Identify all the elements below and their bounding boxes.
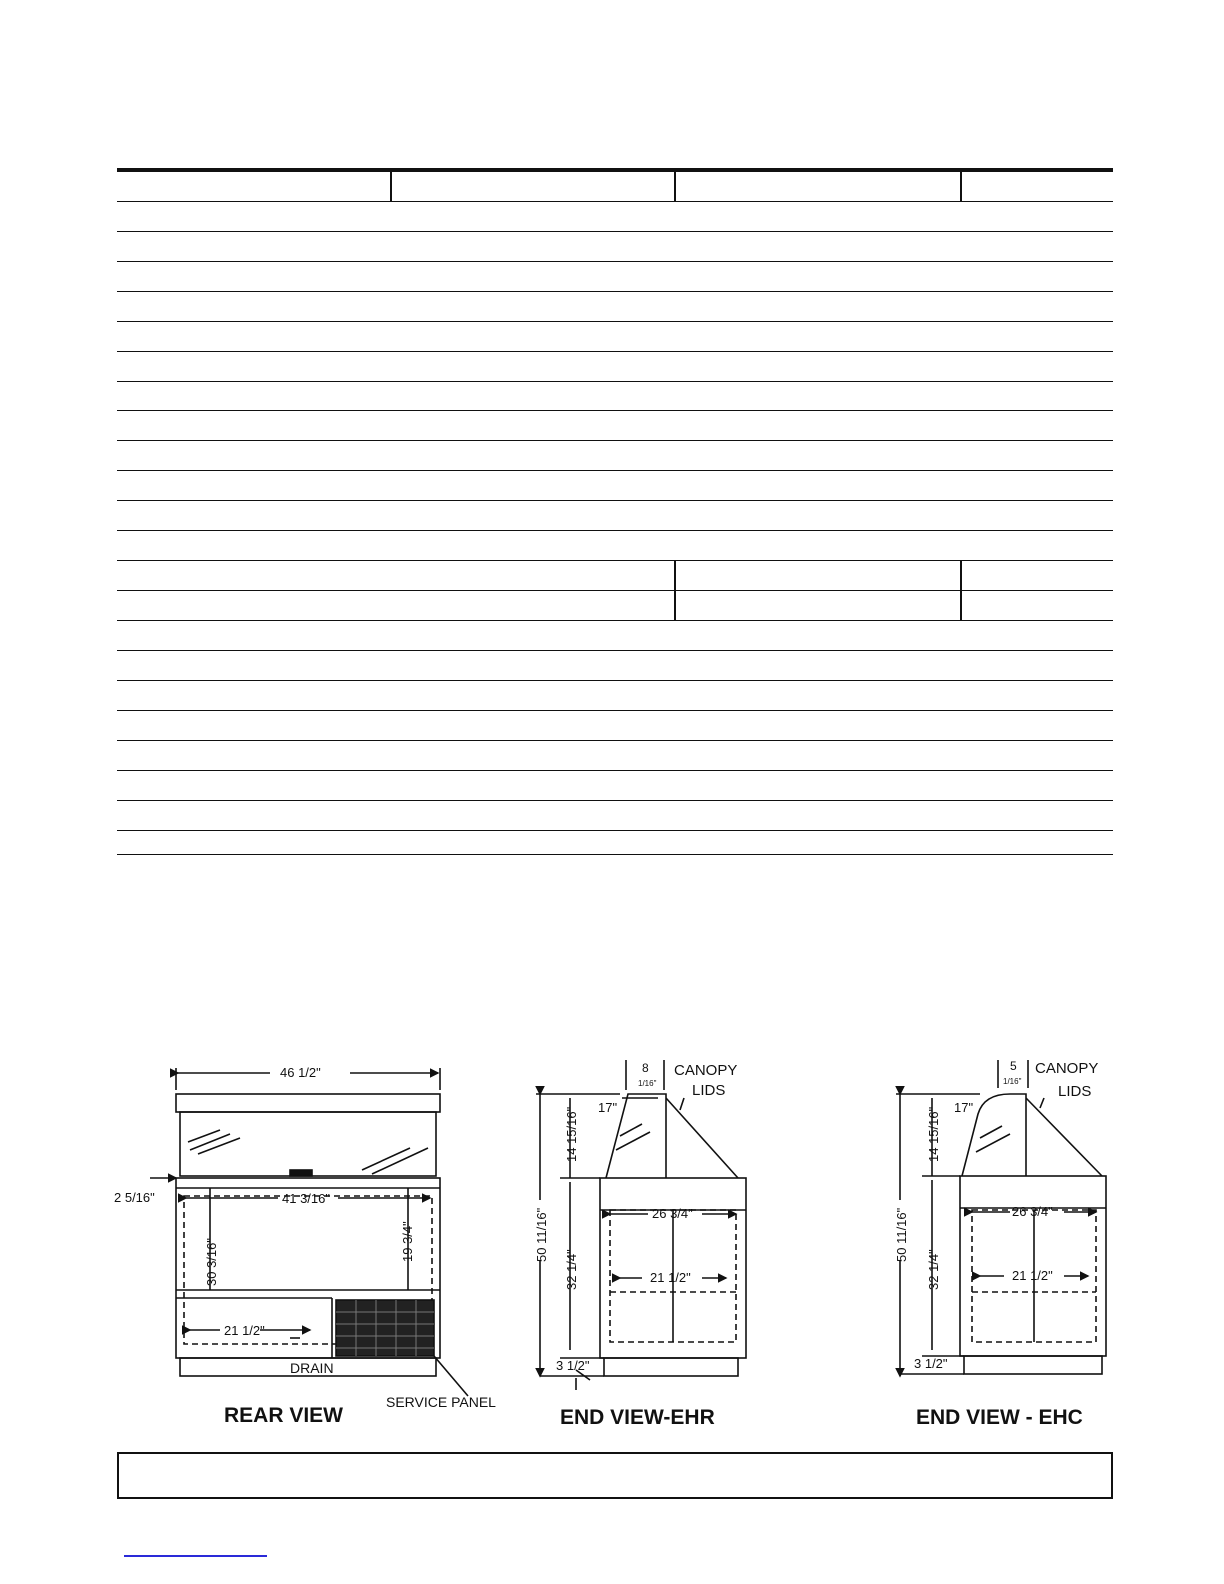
ehc-cabinet-height-label: 32 1/4" bbox=[926, 1249, 941, 1290]
ehr-angle-label: 17" bbox=[598, 1100, 618, 1115]
ehr-lids-label: LIDS bbox=[692, 1082, 726, 1099]
table-row bbox=[117, 771, 1113, 801]
table-row bbox=[117, 382, 1113, 411]
table-row bbox=[117, 651, 1113, 681]
end-view-ehr-caption: END VIEW-EHR bbox=[560, 1406, 715, 1429]
table-row bbox=[117, 172, 1113, 202]
footer-link[interactable] bbox=[124, 1555, 267, 1557]
ehc-total-height-label: 50 11/16" bbox=[894, 1207, 909, 1262]
table-row bbox=[117, 471, 1113, 501]
rear-width-label: 46 1/2" bbox=[280, 1065, 321, 1080]
table-row bbox=[117, 262, 1113, 292]
drain-label: DRAIN bbox=[290, 1360, 334, 1376]
rear-view-caption: REAR VIEW bbox=[224, 1404, 344, 1427]
ehc-angle-label: 17" bbox=[954, 1100, 974, 1115]
ehc-canopy-label: CANOPY bbox=[1035, 1060, 1099, 1077]
ehc-canopy-width-frac: 1/16" bbox=[1003, 1077, 1022, 1086]
note-box bbox=[117, 1452, 1113, 1499]
column-divider bbox=[390, 172, 392, 202]
ehr-canopy-label: CANOPY bbox=[674, 1062, 738, 1079]
end-view-ehc-caption: END VIEW - EHC bbox=[916, 1406, 1083, 1429]
table-row bbox=[117, 352, 1113, 382]
table-row bbox=[117, 232, 1113, 262]
ehr-canopy-width-label: 8 bbox=[642, 1061, 649, 1075]
ehc-base-height-label: 3 1/2" bbox=[914, 1356, 948, 1371]
table-row bbox=[117, 292, 1113, 322]
ehc-upper-height-label: 14 15/16" bbox=[926, 1106, 941, 1162]
ehc-depth-inner-label: 21 1/2" bbox=[1012, 1268, 1053, 1283]
rear-bottom-width-label: 21 1/2" bbox=[224, 1323, 265, 1338]
ehr-canopy-width-frac: 1/16" bbox=[638, 1079, 657, 1088]
table-row bbox=[117, 411, 1113, 441]
table-row bbox=[117, 501, 1113, 531]
column-divider bbox=[674, 172, 676, 202]
table-row bbox=[117, 441, 1113, 471]
table-row bbox=[117, 741, 1113, 771]
table-row bbox=[117, 801, 1113, 831]
rear-top-offset-label: 2 5/16" bbox=[114, 1190, 155, 1205]
ehr-depth-inner-label: 21 1/2" bbox=[650, 1270, 691, 1285]
rear-right-height-label: 19 3/4" bbox=[400, 1221, 415, 1262]
table-row bbox=[117, 322, 1113, 352]
ehr-total-height-label: 50 11/16" bbox=[534, 1207, 549, 1262]
ehr-base-height-label: 3 1/2" bbox=[556, 1358, 590, 1373]
ehc-lids-label: LIDS bbox=[1058, 1083, 1092, 1100]
table-row bbox=[117, 621, 1113, 651]
service-panel-label: SERVICE PANEL bbox=[386, 1394, 496, 1410]
ehc-depth-outer-label: 26 3/4" bbox=[1012, 1204, 1053, 1219]
ehr-cabinet-height-label: 32 1/4" bbox=[564, 1249, 579, 1290]
ehr-upper-height-label: 14 15/16" bbox=[564, 1106, 579, 1162]
rear-view-drawing bbox=[150, 1068, 468, 1396]
column-divider bbox=[960, 172, 962, 202]
table-row bbox=[117, 202, 1113, 232]
table-row bbox=[117, 561, 1113, 591]
table-row bbox=[117, 531, 1113, 561]
rear-inner-width-label: 41 3/16" bbox=[282, 1191, 330, 1206]
table-row bbox=[117, 681, 1113, 711]
table-row bbox=[117, 711, 1113, 741]
technical-drawings bbox=[110, 1050, 1120, 1440]
table-row bbox=[117, 591, 1113, 621]
rear-left-height-label: 30 3/16" bbox=[204, 1238, 219, 1286]
ehc-canopy-width-label: 5 bbox=[1010, 1059, 1017, 1073]
ehr-depth-outer-label: 26 3/4" bbox=[652, 1206, 693, 1221]
drawings-svg bbox=[110, 1050, 1120, 1440]
table-row bbox=[117, 831, 1113, 855]
